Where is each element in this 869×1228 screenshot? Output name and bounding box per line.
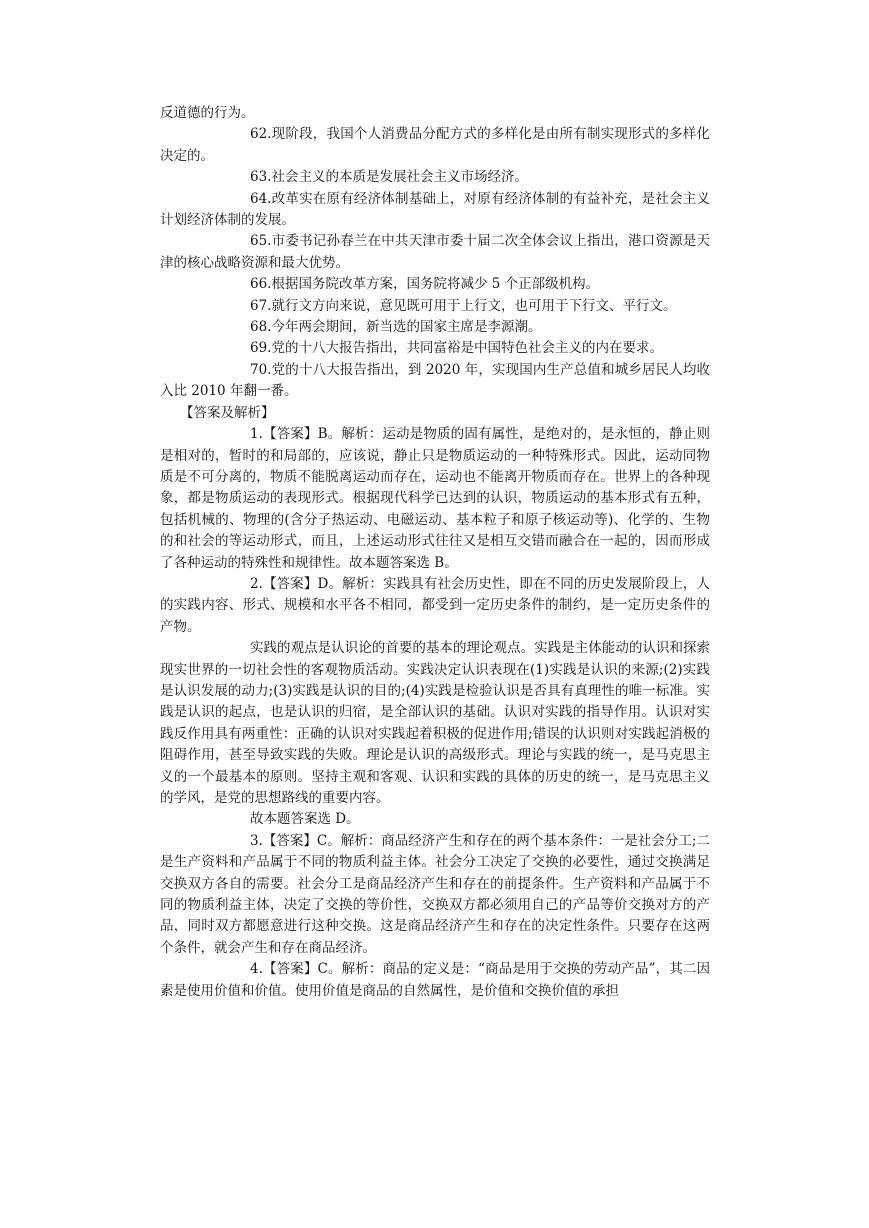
question-68: 68.今年两会期间，新当选的国家主席是李源潮。 (250, 319, 542, 336)
answer-3: 3.【答案】C。解析：商品经济产生和存在的两个基本条件：一是社会分工;二是生产资料和产品属于不同的物质利益主体。社会分工决定了交换的必要性，通过交换满足交换双方各自的需要。社会分工是商品经济产生和存在的前提条件。生产资料和产品属于不同的物质利益主体，决定了交换的等价性，交换双方都必须用自己的产品等价交换对方的产品，同时双方都愿意进行这种交换。这是商品经济产生和存在的决定性条件。只要存在这两个条件，就会产生和存在商品经济。 (160, 832, 710, 956)
question-64: 64.改革实在原有经济体制基础上，对原有经济体制的有益补充，是社会主义计划经济体制的发展。 (160, 190, 710, 229)
question-65: 65.市委书记孙春兰在中共天津市委十届二次全体会议上指出，港口资源是天津的核心战略资源和最大优势。 (160, 233, 710, 271)
answer-2-conclusion: 故本题答案选 D。 (250, 811, 360, 828)
answer-2: 2.【答案】D。解析：实践具有社会历史性，即在不同的历史发展阶段上，人的实践内容、形式、规模和水平各不相同，都受到一定历史条件的制约，是一定历史条件的产物。 (160, 575, 710, 635)
question-67: 67.就行文方向来说，意见既可用于上行文，也可用于下行文、平行文。 (250, 297, 677, 314)
document-page (160, 103, 710, 1002)
answer-1: 1.【答案】B。解析：运动是物质的固有属性，是绝对的，是永恒的，静止则是相对的，暂时的和局部的，应该说，静止只是物质运动的一种特殊形式。因此，运动同物质是不可分离的，物质不能脱离运动而存在，运动也不能离开物质而存在。世界上的各种现象，都是物质运动的表现形式。根据现代科学已达到的认识，物质运动的基本形式有五种，包括机械的、物理的(含分子热运动、电磁运动、基本粒子和原子核运动等)、化学的、生物的和社会的等运动形式，而且，上述运动形式往往又是相互交错而融合在一起的，因而形成了各种运动的特殊性和规律性。故本题答案选 B。 (160, 426, 710, 571)
section-heading-answers: 【答案及解析】 (180, 404, 275, 421)
question-69: 69.党的十八大报告指出，共同富裕是中国特色社会主义的内在要求。 (250, 340, 663, 357)
question-63: 63.社会主义的本质是发展社会主义市场经济。 (250, 169, 528, 186)
answer-2-detail: 实践的观点是认识论的首要的基本的理论观点。实践是主体能动的认识和探索现实世界的一切社会性的客观物质活动。实践决定认识表现在(1)实践是认识的来源;(2)实践是认识发展的动力;(3)实践是认识的目的;(4)实践是检验认识是否具有真理性的唯一标准。实践是认识的起点，也是认识的归宿，是全部认识的基础。认识对实践的指导作用。认识对实践反作用具有两重性：正确的认识对实践起着积极的促进作用;错误的认识则对实践起消极的阻碍作用，甚至导致实践的失败。理论是认识的高级形式。理论与实践的统一，是马克思主义的一个最基本的原则。坚持主观和客观、认识和实践的具体的历史的统一，是马克思主义的学风，是党的思想路线的重要内容。 (160, 640, 710, 806)
answer-4: 4.【答案】C。解析：商品的定义是：“商品是用于交换的劳动产品”，其二因素是使用价值和价值。使用价值是商品的自然属性，是价值和交换价值的承担 (160, 961, 710, 999)
question-62: 62.现阶段，我国个人消费品分配方式的多样化是由所有制实现形式的多样化决定的。 (160, 126, 710, 164)
question-66: 66.根据国务院改革方案，国务院将减少 5 个正部级机构。 (250, 276, 600, 293)
question-70: 70.党的十八大报告指出，到 2020 年，实现国内生产总值和城乡居民人均收入比 2010 年翻一番。 (160, 361, 710, 400)
text-line-continuation: 反道德的行为。 (160, 105, 255, 121)
